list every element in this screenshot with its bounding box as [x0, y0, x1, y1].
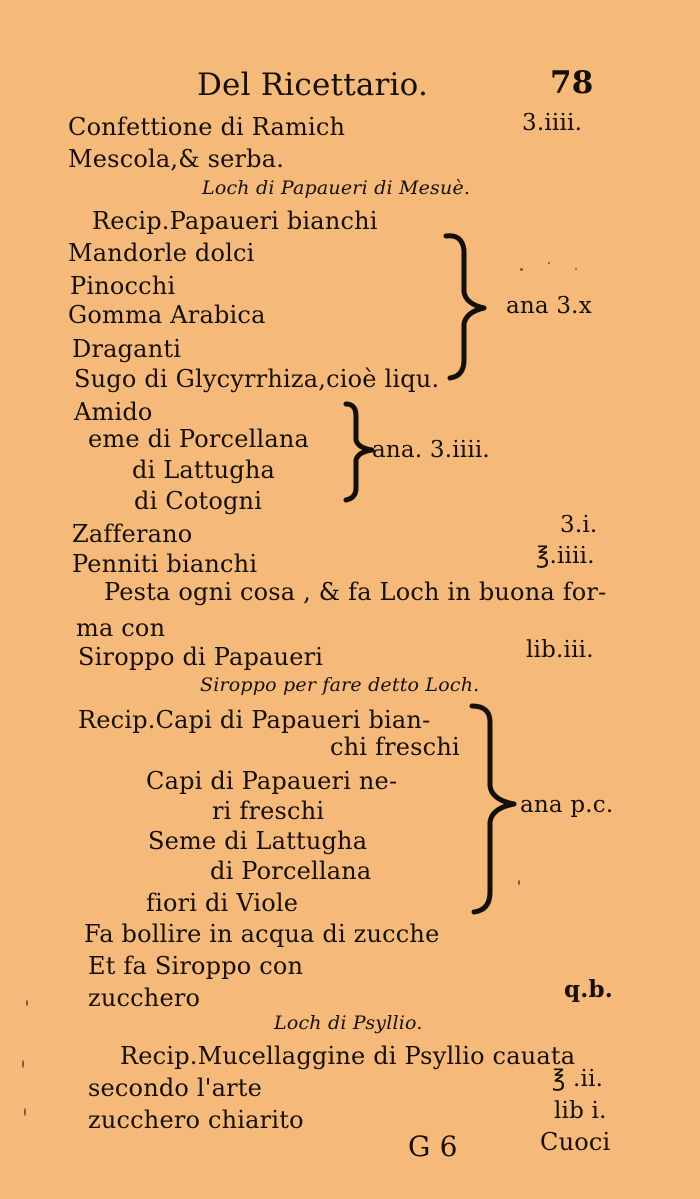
ingredient-line: Amido: [74, 398, 153, 426]
brace-3: [466, 700, 526, 920]
ingredient-line: Zafferano: [72, 520, 193, 548]
ingredient-line: eme di Porcellana: [88, 425, 310, 453]
recipe-line: Confettione di Ramich: [68, 113, 346, 141]
recipe-line: Et fa Siroppo con: [88, 952, 304, 980]
ingredient-line: Gomma Arabica: [68, 301, 266, 329]
ingredient-line: di Cotogni: [134, 487, 263, 515]
ink-speck: [22, 1060, 24, 1068]
ingredient-line: chi freschi: [330, 733, 460, 761]
ink-speck: [26, 1000, 28, 1006]
recipe-line: secondo l'arte: [88, 1074, 263, 1102]
recipe-line: Pesta ogni cosa , & fa Loch in buona for-: [104, 578, 607, 606]
recipe-line: Recip.Papaueri bianchi: [92, 207, 378, 235]
ingredient-line: Pinocchi: [70, 272, 176, 300]
page-number: 78: [550, 65, 594, 101]
ingredient-line: Seme di Lattugha: [148, 827, 368, 855]
bracket-label: ana. 3.iiii.: [372, 437, 490, 463]
recipe-quantity: 3.i.: [560, 512, 598, 538]
ingredient-line: ri freschi: [212, 797, 325, 825]
bracket-label: ana p.c.: [520, 792, 614, 818]
ink-speck: [548, 262, 550, 264]
section-heading: Loch di Psyllio.: [274, 1012, 423, 1034]
recipe-line: Mescola,& serba.: [68, 145, 285, 173]
recipe-line: Siroppo di Papaueri: [78, 643, 324, 671]
ingredient-line: di Lattugha: [132, 456, 275, 484]
section-heading: Loch di Papaueri di Mesuè.: [202, 177, 471, 199]
bracket-label: ana 3.x: [506, 293, 592, 319]
ingredient-line: Sugo di Glycyrrhiza,cioè liqu.: [74, 365, 440, 393]
ingredient-line: fiori di Viole: [146, 889, 299, 917]
recipe-quantity: lib.iii.: [526, 637, 594, 663]
ingredient-line: Mandorle dolci: [68, 239, 255, 267]
recipe-line: Recip.Capi di Papaueri bian-: [78, 706, 431, 734]
recipe-line: ma con: [76, 614, 166, 642]
recipe-quantity: 3.iiii.: [522, 110, 583, 136]
ink-speck: [520, 268, 523, 271]
recipe-line: Recip.Mucellaggine di Psyllio cauata: [120, 1042, 576, 1070]
recipe-quantity: lib i.: [554, 1098, 607, 1124]
ink-speck: [518, 880, 520, 885]
recipe-quantity: ℥ .ii.: [552, 1066, 604, 1092]
recipe-line: zucchero: [88, 984, 201, 1012]
recipe-quantity: ℥.iiii.: [536, 543, 595, 569]
signature-mark: G 6: [408, 1130, 458, 1163]
recipe-line: Fa bollire in acqua di zucche: [84, 920, 440, 948]
ingredient-line: di Porcellana: [210, 857, 372, 885]
ink-speck: [24, 1108, 26, 1116]
section-heading: Siroppo per fare detto Loch.: [200, 674, 480, 696]
running-title: Del Ricettario.: [197, 67, 429, 103]
brace-1: [440, 230, 510, 390]
ingredient-line: Draganti: [72, 335, 182, 363]
ingredient-line: Penniti bianchi: [72, 550, 258, 578]
ingredient-line: Capi di Papaueri ne-: [146, 767, 398, 795]
recipe-quantity: q.b.: [564, 976, 613, 1003]
recipe-line: zucchero chiarito: [88, 1106, 304, 1134]
catchword: Cuoci: [540, 1128, 611, 1156]
ink-speck: [575, 268, 577, 270]
